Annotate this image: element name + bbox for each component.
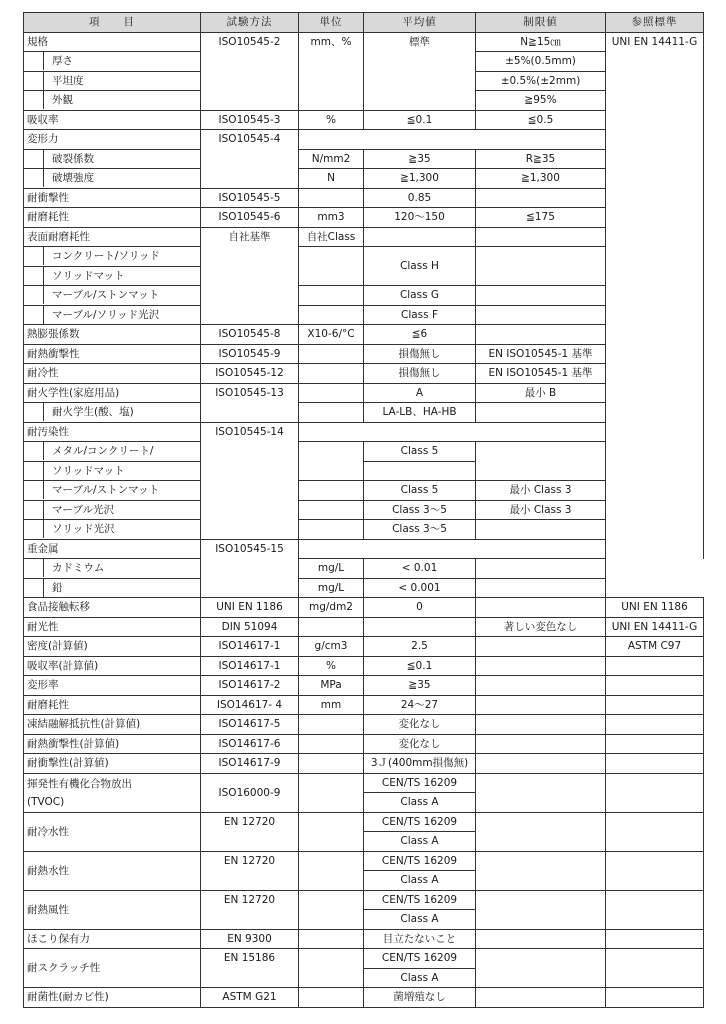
table-row bbox=[24, 851, 704, 871]
item-line: (TVOC) bbox=[27, 795, 65, 808]
sub-item-cell: マーブル/ソリッド光沢 bbox=[24, 305, 201, 325]
average-cell: ≧35 bbox=[364, 676, 476, 696]
test-method-cell: ISO10545-5 bbox=[201, 188, 299, 208]
reference-cell: UNI EN 1186 bbox=[606, 598, 704, 618]
unit-cell bbox=[299, 988, 364, 1008]
item-cell: 耐衝撃性 bbox=[24, 188, 201, 208]
average-cell: 標準 bbox=[364, 32, 476, 110]
header-reference: 参照標準 bbox=[606, 13, 704, 33]
test-method-cell: EN 15186 bbox=[201, 949, 299, 988]
unit-cell: MPa bbox=[299, 676, 364, 696]
average-cell: 0.85 bbox=[364, 188, 476, 208]
unit-cell: % bbox=[299, 110, 364, 130]
average-cell: Class H bbox=[364, 247, 476, 286]
item-cell: 耐衝撃性(計算値) bbox=[24, 754, 201, 774]
item-cell: 耐冷性 bbox=[24, 364, 201, 384]
item-cell: 耐熱水性 bbox=[24, 851, 201, 890]
table-row bbox=[24, 208, 704, 228]
sub-item-cell: ソリッドマット bbox=[24, 266, 201, 286]
average-cell: CEN/TS 16209 bbox=[364, 890, 476, 910]
table-row bbox=[24, 403, 704, 423]
average-cell: 損傷無し bbox=[364, 344, 476, 364]
average-cell: ≧35 bbox=[364, 149, 476, 169]
unit-cell: mm bbox=[299, 695, 364, 715]
table-row bbox=[24, 325, 704, 345]
table-row bbox=[24, 949, 704, 969]
limit-cell bbox=[476, 695, 606, 715]
table-row bbox=[24, 247, 704, 267]
table-row bbox=[24, 286, 704, 306]
header-average: 平均値 bbox=[364, 13, 476, 33]
sub-item-cell: 破壊強度 bbox=[24, 169, 201, 189]
unit-cell bbox=[299, 715, 364, 735]
table-row bbox=[24, 578, 704, 598]
unit-cell: 自社Class bbox=[299, 227, 364, 247]
table-row bbox=[24, 890, 704, 910]
table-row bbox=[24, 364, 704, 384]
average-cell: 菌増殖なし bbox=[364, 988, 476, 1008]
item-cell: 凍結融解抵抗性(計算値) bbox=[24, 715, 201, 735]
limit-cell: R≧35 bbox=[476, 149, 606, 169]
limit-cell bbox=[476, 949, 606, 988]
limit-cell bbox=[476, 442, 606, 481]
header-limit: 制限値 bbox=[476, 13, 606, 33]
unit-cell: mg/L bbox=[299, 578, 364, 598]
sub-item-cell: 破裂係数 bbox=[24, 149, 201, 169]
average-cell: Class 3～5 bbox=[364, 520, 476, 540]
table-row bbox=[24, 754, 704, 774]
test-method-cell: ISO10545-12 bbox=[201, 364, 299, 384]
item-cell: 耐光性 bbox=[24, 617, 201, 637]
item-cell: ほこり保有力 bbox=[24, 929, 201, 949]
unit-cell bbox=[299, 383, 364, 403]
reference-cell bbox=[606, 949, 704, 988]
test-method-cell: ISO10545-9 bbox=[201, 344, 299, 364]
table-row bbox=[24, 520, 704, 540]
limit-cell bbox=[476, 812, 606, 851]
limit-cell bbox=[476, 403, 606, 423]
sub-item-cell: マーブル光沢 bbox=[24, 500, 201, 520]
unit-cell: mg/L bbox=[299, 559, 364, 579]
average-cell: 0 bbox=[364, 598, 476, 618]
unit-cell bbox=[299, 949, 364, 988]
average-cell: < 0.01 bbox=[364, 559, 476, 579]
unit-cell bbox=[299, 188, 364, 208]
item-cell: 規格 bbox=[24, 32, 201, 52]
average-cell: Class 5 bbox=[364, 442, 476, 462]
table-row bbox=[24, 812, 704, 832]
table-row bbox=[24, 305, 704, 325]
unit-cell: g/cm3 bbox=[299, 637, 364, 657]
test-method-cell: ISO14617-1 bbox=[201, 637, 299, 657]
limit-cell bbox=[476, 734, 606, 754]
item-cell: 耐磨耗性 bbox=[24, 208, 201, 228]
item-cell: 耐火学性(家庭用品) bbox=[24, 383, 201, 403]
unit-cell: X10-6/°C bbox=[299, 325, 364, 345]
table-row bbox=[24, 656, 704, 676]
item-cell: 耐磨耗性 bbox=[24, 695, 201, 715]
unit-cell bbox=[299, 481, 364, 501]
average-cell: ≦0.1 bbox=[364, 110, 476, 130]
test-method-cell: ISO10545-8 bbox=[201, 325, 299, 345]
item-cell: 熱膨張係数 bbox=[24, 325, 201, 345]
average-cell: < 0.001 bbox=[364, 578, 476, 598]
unit-cell: mm3 bbox=[299, 208, 364, 228]
unit-cell bbox=[299, 286, 364, 306]
item-line: 揮発性有機化合物放出 bbox=[27, 777, 132, 790]
item-cell: 食品接触転移 bbox=[24, 598, 201, 618]
reference-cell bbox=[606, 656, 704, 676]
average-cell: ≦0.1 bbox=[364, 656, 476, 676]
table-row bbox=[24, 988, 704, 1008]
sub-item-cell: 外観 bbox=[24, 91, 201, 111]
unit-cell bbox=[299, 442, 364, 481]
spec-table bbox=[23, 12, 704, 1008]
table-row bbox=[24, 169, 704, 189]
limit-cell bbox=[476, 929, 606, 949]
table-row bbox=[24, 149, 704, 169]
table-row bbox=[24, 676, 704, 696]
sub-item-cell: 平坦度 bbox=[24, 71, 201, 91]
reference-cell bbox=[606, 812, 704, 851]
average-cell: Class A bbox=[364, 910, 476, 930]
table-row bbox=[24, 695, 704, 715]
unit-cell bbox=[299, 520, 364, 540]
header-unit: 単位 bbox=[299, 13, 364, 33]
test-method-cell: UNI EN 1186 bbox=[201, 598, 299, 618]
average-cell: ≦6 bbox=[364, 325, 476, 345]
table-row bbox=[24, 637, 704, 657]
average-cell: Class A bbox=[364, 832, 476, 852]
test-method-cell: ISO10545-4 bbox=[201, 130, 299, 189]
average-cell: Class A bbox=[364, 968, 476, 988]
limit-cell: 最小 Class 3 bbox=[476, 481, 606, 501]
test-method-cell: ISO14617-2 bbox=[201, 676, 299, 696]
reference-cell bbox=[606, 754, 704, 774]
reference-cell: UNI EN 14411-G bbox=[606, 32, 704, 110]
unit-cell bbox=[299, 247, 364, 286]
sub-item-cell: ソリッド光沢 bbox=[24, 520, 201, 540]
limit-cell bbox=[476, 988, 606, 1008]
unit-cell: mg/dm2 bbox=[299, 598, 364, 618]
unit-cell bbox=[299, 851, 364, 890]
average-cell: CEN/TS 16209 bbox=[364, 949, 476, 969]
average-cell: 120～150 bbox=[364, 208, 476, 228]
average-cell: 24～27 bbox=[364, 695, 476, 715]
average-cell: Class G bbox=[364, 286, 476, 306]
table-row bbox=[24, 559, 704, 579]
limit-cell bbox=[476, 520, 606, 540]
test-method-cell: ISO14617-6 bbox=[201, 734, 299, 754]
test-method-cell: ISO10545-3 bbox=[201, 110, 299, 130]
table-row bbox=[24, 929, 704, 949]
average-cell bbox=[364, 461, 476, 481]
limit-cell bbox=[476, 637, 606, 657]
unit-cell bbox=[299, 812, 364, 851]
test-method-cell: ISO14617-5 bbox=[201, 715, 299, 735]
average-cell: LA-LB、HA-HB bbox=[364, 403, 476, 423]
limit-cell bbox=[476, 325, 606, 345]
average-cell bbox=[364, 617, 476, 637]
item-cell: 密度(計算値) bbox=[24, 637, 201, 657]
limit-cell bbox=[476, 247, 606, 286]
header-test-method: 試験方法 bbox=[201, 13, 299, 33]
empty-cell bbox=[299, 539, 606, 559]
limit-cell bbox=[476, 305, 606, 325]
sub-item-cell: マーブル/ストンマット bbox=[24, 286, 201, 306]
limit-cell: ±0.5%(±2mm) bbox=[476, 71, 606, 91]
test-method-cell: EN 9300 bbox=[201, 929, 299, 949]
average-cell: Class 3～5 bbox=[364, 500, 476, 520]
test-method-cell: ISO10545-2 bbox=[201, 32, 299, 110]
item-cell: 重金属 bbox=[24, 539, 201, 559]
table-row bbox=[24, 383, 704, 403]
reference-cell bbox=[606, 988, 704, 1008]
average-cell: ≧1,300 bbox=[364, 169, 476, 189]
table-row bbox=[24, 442, 704, 462]
average-cell: CEN/TS 16209 bbox=[364, 812, 476, 832]
item-cell: 耐スクラッチ性 bbox=[24, 949, 201, 988]
item-cell bbox=[24, 773, 201, 812]
limit-cell bbox=[476, 773, 606, 812]
reference-cell bbox=[606, 734, 704, 754]
average-cell bbox=[364, 227, 476, 247]
average-cell: 3Ｊ(400mm損傷無) bbox=[364, 754, 476, 774]
limit-cell bbox=[476, 715, 606, 735]
reference-cell bbox=[606, 715, 704, 735]
limit-cell: 著しい変色なし bbox=[476, 617, 606, 637]
limit-cell bbox=[476, 578, 606, 598]
empty-cell bbox=[299, 130, 606, 150]
limit-cell: ≦0.5 bbox=[476, 110, 606, 130]
limit-cell bbox=[476, 676, 606, 696]
item-cell: 変形率 bbox=[24, 676, 201, 696]
header-row bbox=[24, 13, 704, 33]
test-method-cell: ISO14617-9 bbox=[201, 754, 299, 774]
reference-cell bbox=[606, 676, 704, 696]
limit-cell bbox=[476, 598, 606, 618]
limit-cell bbox=[476, 656, 606, 676]
unit-cell bbox=[299, 364, 364, 384]
table-row bbox=[24, 773, 704, 793]
table-row bbox=[24, 188, 704, 208]
table-row bbox=[24, 500, 704, 520]
table-row bbox=[24, 539, 704, 559]
limit-cell bbox=[476, 188, 606, 208]
limit-cell bbox=[476, 559, 606, 579]
average-cell: Class A bbox=[364, 871, 476, 891]
test-method-cell: EN 12720 bbox=[201, 851, 299, 890]
unit-cell bbox=[299, 754, 364, 774]
unit-cell: % bbox=[299, 656, 364, 676]
test-method-cell: ISO10545-13 bbox=[201, 383, 299, 422]
test-method-cell: ISO10545-6 bbox=[201, 208, 299, 228]
table-row bbox=[24, 227, 704, 247]
table-row bbox=[24, 130, 704, 150]
sub-item-cell: マーブル/ストンマット bbox=[24, 481, 201, 501]
limit-cell bbox=[476, 754, 606, 774]
average-cell: A bbox=[364, 383, 476, 403]
reference-cell bbox=[606, 890, 704, 929]
item-cell: 耐冷水性 bbox=[24, 812, 201, 851]
sub-item-cell: 耐火学生(酸、塩) bbox=[24, 403, 201, 423]
average-cell: Class 5 bbox=[364, 481, 476, 501]
reference-cell bbox=[606, 773, 704, 812]
table-row bbox=[24, 734, 704, 754]
unit-cell bbox=[299, 403, 364, 423]
item-cell: 変形力 bbox=[24, 130, 201, 150]
test-method-cell: ISO14617-1 bbox=[201, 656, 299, 676]
average-cell: 目立たないこと bbox=[364, 929, 476, 949]
spec-sheet bbox=[23, 12, 704, 1008]
limit-cell: ≦175 bbox=[476, 208, 606, 228]
reference-cell bbox=[606, 929, 704, 949]
table-row bbox=[24, 617, 704, 637]
table-row bbox=[24, 344, 704, 364]
reference-cell bbox=[606, 110, 704, 559]
average-cell: 2.5 bbox=[364, 637, 476, 657]
limit-cell: 最小 B bbox=[476, 383, 606, 403]
limit-cell: N≧15㎝ bbox=[476, 32, 606, 52]
test-method-cell: EN 12720 bbox=[201, 812, 299, 851]
limit-cell bbox=[476, 286, 606, 306]
sub-item-cell: コンクリート/ソリッド bbox=[24, 247, 201, 267]
item-cell: 耐熱風性 bbox=[24, 890, 201, 929]
limit-cell bbox=[476, 851, 606, 890]
average-cell: Class F bbox=[364, 305, 476, 325]
test-method-cell: ISO10545-14 bbox=[201, 422, 299, 539]
average-cell: CEN/TS 16209 bbox=[364, 773, 476, 793]
item-cell: 吸収率 bbox=[24, 110, 201, 130]
table-row bbox=[24, 422, 704, 442]
sub-item-cell: カドミウム bbox=[24, 559, 201, 579]
limit-cell: ±5%(0.5mm) bbox=[476, 52, 606, 72]
unit-cell bbox=[299, 773, 364, 812]
unit-cell: N/mm2 bbox=[299, 149, 364, 169]
unit-cell: N bbox=[299, 169, 364, 189]
sub-item-cell: メタル/コンクリート/ bbox=[24, 442, 201, 462]
test-method-cell: ISO14617- 4 bbox=[201, 695, 299, 715]
test-method-cell: EN 12720 bbox=[201, 890, 299, 929]
item-cell: 耐熱衝撃性(計算値) bbox=[24, 734, 201, 754]
unit-cell bbox=[299, 734, 364, 754]
reference-cell: ASTM C97 bbox=[606, 637, 704, 657]
average-cell: Class A bbox=[364, 793, 476, 813]
limit-cell: EN ISO10545-1 基準 bbox=[476, 364, 606, 384]
test-method-cell: ISO10545-15 bbox=[201, 539, 299, 598]
table-row bbox=[24, 481, 704, 501]
test-method-cell: ASTM G21 bbox=[201, 988, 299, 1008]
header-item: 項 目 bbox=[24, 13, 201, 33]
limit-cell: ≧95% bbox=[476, 91, 606, 111]
average-cell: 変化なし bbox=[364, 734, 476, 754]
average-cell: CEN/TS 16209 bbox=[364, 851, 476, 871]
table-row bbox=[24, 715, 704, 735]
limit-cell: ≧1,300 bbox=[476, 169, 606, 189]
table-row bbox=[24, 598, 704, 618]
sub-item-cell: 鉛 bbox=[24, 578, 201, 598]
table-row bbox=[24, 110, 704, 130]
limit-cell: EN ISO10545-1 基準 bbox=[476, 344, 606, 364]
item-cell: 耐熱衝撃性 bbox=[24, 344, 201, 364]
limit-cell: 最小 Class 3 bbox=[476, 500, 606, 520]
item-cell: 表面耐磨耗性 bbox=[24, 227, 201, 247]
unit-cell bbox=[299, 500, 364, 520]
unit-cell: mm、% bbox=[299, 32, 364, 110]
sub-item-cell: 厚さ bbox=[24, 52, 201, 72]
empty-cell bbox=[299, 422, 606, 442]
test-method-cell: DIN 51094 bbox=[201, 617, 299, 637]
reference-cell bbox=[606, 695, 704, 715]
unit-cell bbox=[299, 344, 364, 364]
item-cell: 吸収率(計算値) bbox=[24, 656, 201, 676]
test-method-cell: 自社基準 bbox=[201, 227, 299, 325]
sub-item-cell: ソリッドマット bbox=[24, 461, 201, 481]
item-cell: 耐汚染性 bbox=[24, 422, 201, 442]
reference-cell bbox=[606, 851, 704, 890]
unit-cell bbox=[299, 890, 364, 929]
average-cell: 変化なし bbox=[364, 715, 476, 735]
unit-cell bbox=[299, 929, 364, 949]
test-method-cell: ISO16000-9 bbox=[201, 773, 299, 812]
reference-cell: UNI EN 14411-G bbox=[606, 617, 704, 637]
item-cell: 耐菌性(耐カビ性) bbox=[24, 988, 201, 1008]
unit-cell bbox=[299, 617, 364, 637]
table-row bbox=[24, 32, 704, 52]
limit-cell bbox=[476, 227, 606, 247]
unit-cell bbox=[299, 305, 364, 325]
average-cell: 損傷無し bbox=[364, 364, 476, 384]
limit-cell bbox=[476, 890, 606, 929]
